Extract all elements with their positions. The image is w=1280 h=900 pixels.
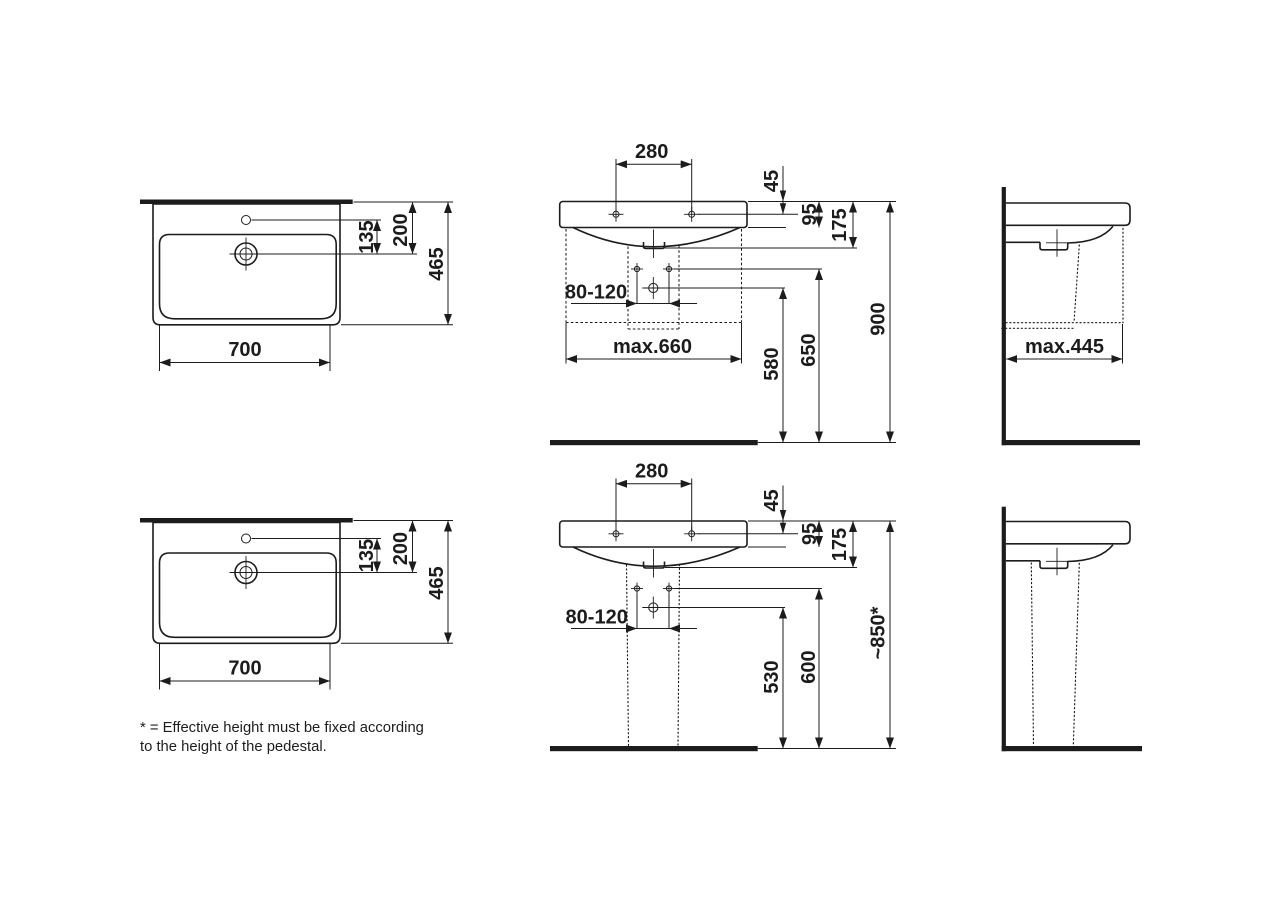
fixing-bolts: [631, 263, 675, 275]
dim-label-700: 700: [228, 657, 262, 680]
dim-label-200: 200: [390, 213, 412, 247]
dim-label-80-120: 80-120: [564, 281, 628, 304]
bowl-outline: [573, 547, 740, 566]
dim-depth: [426, 202, 448, 325]
dim-label-700: 700: [228, 339, 262, 361]
dim-depth: [426, 521, 448, 644]
floor-line: [550, 746, 758, 751]
drain-outlet: [1040, 242, 1068, 250]
dim-label-45: 45: [761, 489, 783, 512]
dim-rim-height: [868, 521, 891, 749]
basin-inner-outline: [160, 553, 337, 637]
plan-view-wall-hung: [140, 200, 453, 372]
dim-hole-spacing: [616, 141, 692, 164]
basin-inner-outline: [160, 235, 337, 319]
dim-label-95: 95: [799, 203, 821, 226]
dim-label-650: 650: [798, 333, 820, 367]
drain-symbol: [230, 238, 263, 271]
dim-tap-to-drain: [356, 220, 378, 254]
drain-symbol: [230, 556, 263, 589]
dim-bolt-height: [798, 589, 820, 749]
basin-side-profile: [1006, 203, 1130, 225]
dim-label-280: 280: [635, 460, 669, 483]
tap-deck-holes: [609, 159, 700, 222]
dim-label-580: 580: [761, 347, 783, 381]
dim-depth-max: [1006, 336, 1122, 359]
fixing-bolts: [631, 583, 675, 595]
dim-label-max660: max.660: [613, 336, 692, 358]
dim-label-530: 530: [761, 660, 783, 694]
pedestal-hidden-outline: [627, 565, 680, 747]
footnote: [140, 719, 424, 756]
dim-bolt-height: [798, 269, 820, 443]
dim-hole-spacing: [616, 461, 692, 484]
dim-label-900: 900: [867, 302, 890, 336]
tap-hole: [242, 534, 251, 543]
dim-label-135: 135: [356, 538, 378, 573]
dim-width: [160, 644, 331, 690]
bowl-curve: [1068, 226, 1113, 243]
floor-line: [1002, 746, 1142, 751]
dim-label-175: 175: [829, 527, 851, 562]
tap-hole: [242, 216, 251, 225]
bowl-curve: [1068, 545, 1113, 562]
wall-line: [1002, 187, 1006, 445]
dim-bracket-bolts: [565, 275, 697, 304]
dim-label-465: 465: [426, 566, 448, 600]
floor-line: [1002, 440, 1140, 445]
dim-rim-to-outlet: [829, 521, 853, 568]
dim-rim-to-holes: [761, 166, 786, 214]
dim-label-max445: max.445: [1025, 336, 1104, 358]
side-view-wall-hung: [1002, 187, 1140, 445]
drain-outlet: [1040, 561, 1068, 569]
dim-label-95: 95: [799, 522, 821, 546]
footnote-line-2: to the height of the pedestal.: [140, 738, 327, 755]
dim-rim-to-holes: [761, 486, 786, 534]
dim-label-280: 280: [635, 141, 669, 163]
dim-trap-height: [761, 608, 783, 749]
tap-deck-holes: [609, 479, 700, 542]
front-view-wall-hung: [550, 141, 896, 445]
dim-label-175: 175: [829, 208, 851, 242]
pedestal-hidden-outline: [1031, 563, 1079, 746]
dim-width: [160, 325, 331, 371]
dim-label-80-120: 80-120: [565, 606, 628, 629]
dim-apron-height: [799, 202, 821, 228]
front-view-pedestal: [550, 461, 896, 752]
siphon-hidden-lines: [1002, 228, 1123, 328]
basin-side-profile: [1006, 522, 1130, 544]
dim-rim-height: [868, 202, 891, 443]
dim-rim-to-drain: [390, 521, 413, 573]
footnote-line-1: * = Effective height must be fixed according: [140, 720, 424, 736]
dim-trap-height: [761, 288, 783, 443]
dim-rim-to-outlet: [829, 202, 853, 249]
dim-label-465: 465: [426, 247, 448, 281]
dim-rim-to-drain: [390, 202, 413, 254]
dim-label-45: 45: [761, 169, 783, 193]
dim-label-850: ~850*: [867, 606, 890, 660]
dim-apron-height: [799, 521, 821, 547]
dim-label-600: 600: [798, 650, 820, 684]
dim-label-200: 200: [390, 531, 412, 566]
dim-label-135: 135: [356, 220, 378, 254]
floor-line: [550, 440, 758, 445]
dim-bracket-bolts: [566, 595, 697, 629]
bowl-outline: [573, 228, 740, 247]
plan-view-pedestal: [140, 518, 453, 690]
wall-line: [1002, 507, 1006, 752]
side-view-pedestal: [1002, 507, 1142, 752]
dim-tap-to-drain: [356, 539, 378, 573]
